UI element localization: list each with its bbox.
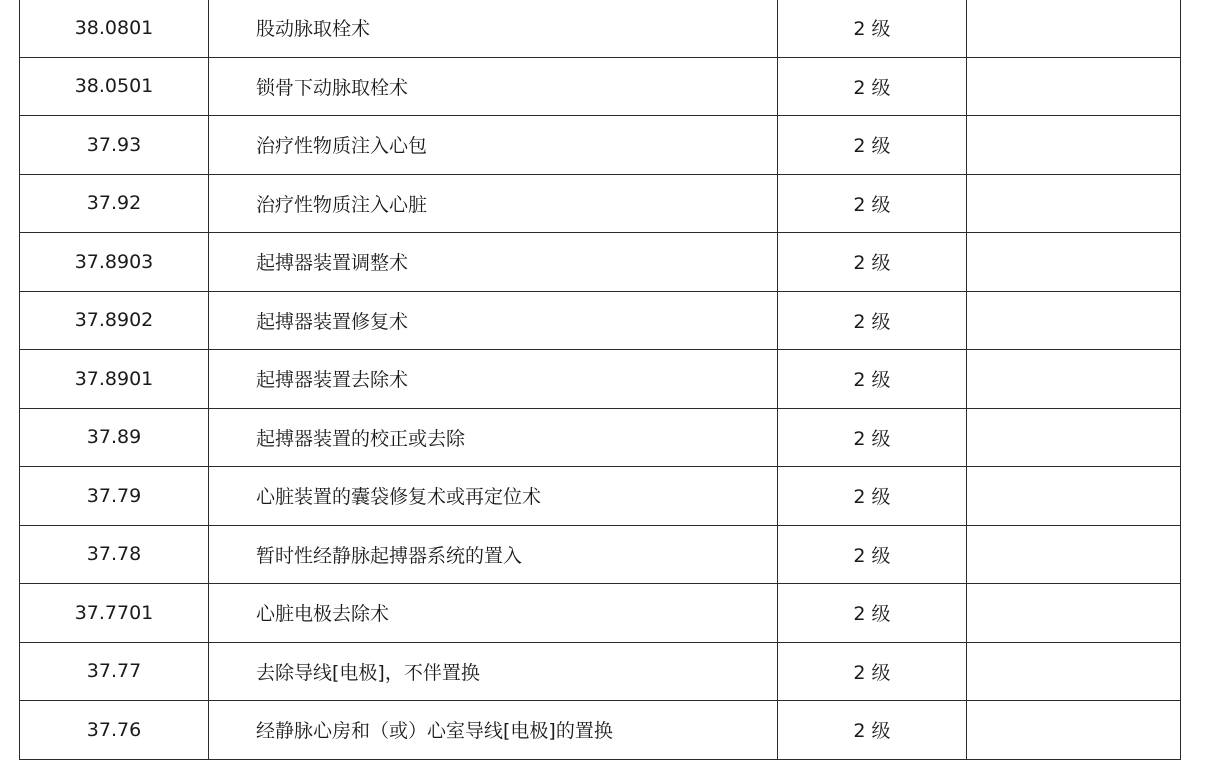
table-row [20, 116, 1181, 175]
procedure-level-cell: 2 级 [778, 116, 967, 175]
procedure-level-cell: 2 级 [778, 350, 967, 409]
procedure-code-cell: 37.92 [20, 174, 209, 233]
procedure-level-cell: 2 级 [778, 0, 967, 57]
procedure-code-cell: 37.8903 [20, 233, 209, 292]
procedure-name-cell: 起搏器装置调整术 [209, 233, 778, 292]
procedure-code-cell: 37.77 [20, 642, 209, 701]
procedure-code-cell: 37.8901 [20, 350, 209, 409]
procedure-note-cell [967, 57, 1181, 116]
procedure-level-cell: 2 级 [778, 642, 967, 701]
procedure-level-cell: 2 级 [778, 701, 967, 760]
procedure-note-cell [967, 701, 1181, 760]
procedure-level-cell: 2 级 [778, 174, 967, 233]
procedure-name-cell: 起搏器装置修复术 [209, 291, 778, 350]
procedure-note-cell [967, 467, 1181, 526]
procedure-name-cell: 起搏器装置的校正或去除 [209, 408, 778, 467]
table-row [20, 701, 1181, 760]
procedure-code-cell: 37.78 [20, 525, 209, 584]
procedure-note-cell [967, 642, 1181, 701]
procedure-level-cell: 2 级 [778, 291, 967, 350]
table-row [20, 350, 1181, 409]
procedure-level-cell: 2 级 [778, 525, 967, 584]
procedure-note-cell [967, 291, 1181, 350]
table-row [20, 584, 1181, 643]
procedure-level-cell: 2 级 [778, 233, 967, 292]
procedure-name-cell: 经静脉心房和（或）心室导线[电极]的置换 [209, 701, 778, 760]
procedure-name-cell: 暂时性经静脉起搏器系统的置入 [209, 525, 778, 584]
procedure-code-cell: 37.7701 [20, 584, 209, 643]
procedure-code-cell: 37.89 [20, 408, 209, 467]
procedure-level-cell: 2 级 [778, 467, 967, 526]
procedure-name-cell: 心脏电极去除术 [209, 584, 778, 643]
table-row [20, 174, 1181, 233]
table-row [20, 57, 1181, 116]
table-row [20, 291, 1181, 350]
procedure-code-cell: 38.0801 [20, 0, 209, 57]
procedure-note-cell [967, 584, 1181, 643]
procedure-note-cell [967, 174, 1181, 233]
table-row [20, 408, 1181, 467]
procedure-code-cell: 37.79 [20, 467, 209, 526]
procedure-note-cell [967, 0, 1181, 57]
procedure-name-cell: 治疗性物质注入心脏 [209, 174, 778, 233]
procedure-note-cell [967, 525, 1181, 584]
procedure-table-container [19, 0, 1181, 760]
procedure-name-cell: 股动脉取栓术 [209, 0, 778, 57]
procedure-name-cell: 去除导线[电极]，不伴置换 [209, 642, 778, 701]
procedure-code-cell: 37.93 [20, 116, 209, 175]
procedure-code-cell: 38.0501 [20, 57, 209, 116]
procedure-table [19, 0, 1181, 760]
procedure-name-cell: 治疗性物质注入心包 [209, 116, 778, 175]
procedure-level-cell: 2 级 [778, 584, 967, 643]
table-row [20, 233, 1181, 292]
table-row [20, 642, 1181, 701]
procedure-level-cell: 2 级 [778, 57, 967, 116]
procedure-level-cell: 2 级 [778, 408, 967, 467]
procedure-note-cell [967, 350, 1181, 409]
table-row [20, 525, 1181, 584]
procedure-code-cell: 37.8902 [20, 291, 209, 350]
procedure-note-cell [967, 408, 1181, 467]
procedure-name-cell: 锁骨下动脉取栓术 [209, 57, 778, 116]
procedure-code-cell: 37.76 [20, 701, 209, 760]
procedure-name-cell: 心脏装置的囊袋修复术或再定位术 [209, 467, 778, 526]
table-row [20, 467, 1181, 526]
table-row [20, 0, 1181, 57]
procedure-note-cell [967, 116, 1181, 175]
procedure-note-cell [967, 233, 1181, 292]
procedure-name-cell: 起搏器装置去除术 [209, 350, 778, 409]
